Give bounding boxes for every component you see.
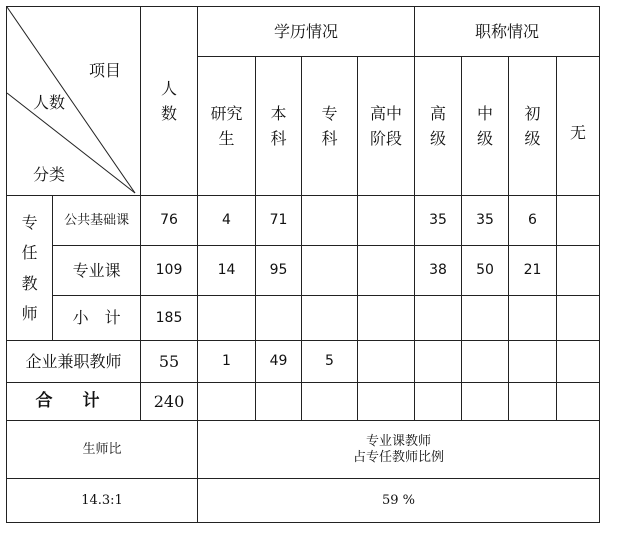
cell-edu: 1 <box>198 341 256 383</box>
cell-title <box>462 296 509 341</box>
col-middle-title: 中 级 <box>462 57 509 196</box>
corner-header-cell <box>7 7 141 196</box>
total-people: 240 <box>141 383 198 421</box>
cell-edu <box>358 296 415 341</box>
col-highschool: 高中 阶段 <box>358 57 415 196</box>
cell-title <box>509 341 557 383</box>
cell-edu: 71 <box>256 196 302 246</box>
cell-people: 109 <box>141 246 198 296</box>
cell-title <box>415 341 462 383</box>
cell-empty <box>415 383 462 421</box>
col-no-title: 无 <box>557 57 600 196</box>
cell-empty <box>462 383 509 421</box>
education-header: 学历情况 <box>198 7 415 57</box>
cell-edu: 95 <box>256 246 302 296</box>
total-label: 合 计 <box>7 383 141 421</box>
cell-edu: 14 <box>198 246 256 296</box>
prof-teacher-share-label: 专业课教师 占专任教师比例 <box>198 421 600 479</box>
cell-title <box>557 246 600 296</box>
cell-people: 55 <box>141 341 198 383</box>
col-postgraduate: 研究 生 <box>198 57 256 196</box>
cell-edu <box>198 296 256 341</box>
cell-title <box>557 196 600 246</box>
cell-title <box>415 296 462 341</box>
fulltime-teachers-label: 专 任 教 师 <box>7 196 53 341</box>
people-header: 人 数 <box>141 7 198 196</box>
cell-edu <box>358 341 415 383</box>
parttime-label: 企业兼职教师 <box>7 341 141 383</box>
cell-edu: 49 <box>256 341 302 383</box>
cell-title: 50 <box>462 246 509 296</box>
cell-empty <box>557 383 600 421</box>
cell-edu: 5 <box>302 341 358 383</box>
cell-edu <box>302 296 358 341</box>
cell-empty <box>509 383 557 421</box>
cell-people: 185 <box>141 296 198 341</box>
corner-diagonal-lines <box>7 7 140 195</box>
col-senior-title: 高 级 <box>415 57 462 196</box>
cell-edu <box>302 196 358 246</box>
cell-edu <box>358 196 415 246</box>
cell-edu <box>256 296 302 341</box>
row-label: 专业课 <box>53 246 141 296</box>
cell-title: 6 <box>509 196 557 246</box>
col-college: 专 科 <box>302 57 358 196</box>
title-header: 职称情况 <box>415 7 600 57</box>
prof-teacher-share-value: 59 % <box>198 479 600 523</box>
cell-title <box>509 296 557 341</box>
cell-title <box>557 296 600 341</box>
cell-empty <box>256 383 302 421</box>
cell-title: 21 <box>509 246 557 296</box>
student-teacher-ratio-label: 生师比 <box>7 421 198 479</box>
col-junior-title: 初 级 <box>509 57 557 196</box>
corner-item-label: 项目 <box>89 61 122 80</box>
cell-title <box>462 341 509 383</box>
student-teacher-ratio-value: 14.3:1 <box>7 479 198 523</box>
col-bachelor: 本 科 <box>256 57 302 196</box>
row-label: 小 计 <box>53 296 141 341</box>
corner-count-label: 人数 <box>33 93 66 112</box>
row-label: 公共基础课 <box>53 196 141 246</box>
cell-edu <box>302 246 358 296</box>
cell-empty <box>358 383 415 421</box>
cell-edu: 4 <box>198 196 256 246</box>
teacher-statistics-table <box>6 6 600 523</box>
cell-title: 35 <box>462 196 509 246</box>
cell-title: 35 <box>415 196 462 246</box>
cell-empty <box>302 383 358 421</box>
corner-category-label: 分类 <box>33 165 66 184</box>
cell-title: 38 <box>415 246 462 296</box>
cell-title <box>557 341 600 383</box>
cell-empty <box>198 383 256 421</box>
cell-edu <box>358 246 415 296</box>
cell-people: 76 <box>141 196 198 246</box>
